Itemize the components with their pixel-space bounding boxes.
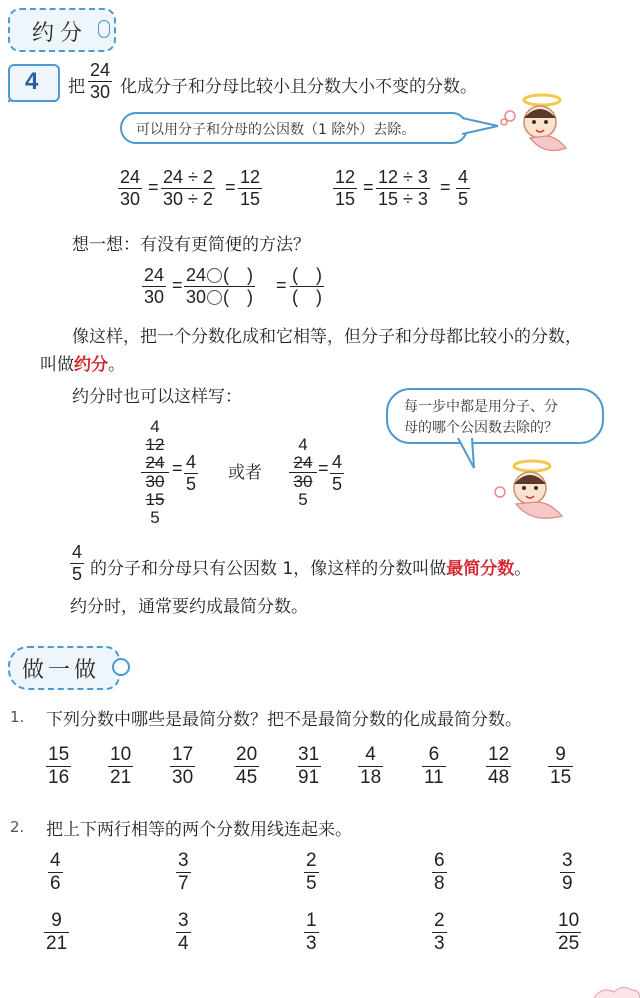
fraction-numerator: 12 ÷ 3 <box>378 167 428 187</box>
hint-bubble-top <box>120 112 468 144</box>
definition-suffix: 。 <box>108 355 125 375</box>
fraction-denominator: 5 <box>186 474 197 494</box>
fraction-numerator: 31 <box>298 744 320 765</box>
example-fraction <box>88 60 112 103</box>
stack-bottom-2: 5 <box>150 508 160 527</box>
q2-bottom-fraction-5 <box>556 910 581 955</box>
simplest-text: 的分子和分母只有公因数 1，像这样的分数叫做 <box>90 559 447 579</box>
fraction-denominator: 45 <box>236 767 258 788</box>
operator-blank-circle <box>207 290 222 305</box>
simplest-fraction <box>70 542 84 585</box>
equals-sign: = <box>318 458 329 478</box>
fraction-numerator: 1 <box>306 910 317 931</box>
q1-text: 下列分数中哪些是最简分数？把不是最简分数的化成最简分数。 <box>46 710 522 730</box>
fraction-denominator: 15 ÷ 3 <box>378 189 428 209</box>
operator-blank-circle <box>207 268 222 283</box>
fraction-numerator: 24 <box>90 60 111 80</box>
denominator-value: 30 <box>186 287 207 307</box>
fraction-denominator: 48 <box>488 767 510 788</box>
stack-bottom-1: 5 <box>298 490 308 509</box>
fraction-denominator: 11 <box>424 767 444 788</box>
fraction-denominator: 8 <box>434 873 445 894</box>
fraction-numerator: 3 <box>562 850 573 871</box>
fraction-denominator: 3 <box>434 933 445 954</box>
eq3-frac-2 <box>184 265 255 308</box>
fraction-denominator: 18 <box>360 767 382 788</box>
definition-prefix: 叫做 <box>40 355 74 375</box>
fraction-denominator: 5 <box>306 873 317 894</box>
q2-number: 2. <box>10 818 25 836</box>
fraction-numerator <box>184 265 255 286</box>
fraction-numerator: 6 <box>428 744 440 765</box>
fraction-numerator: 4 <box>186 452 197 472</box>
fraction-numerator: 12 <box>488 744 510 765</box>
stack1-result <box>184 452 198 495</box>
fraction-denominator: 30 <box>172 767 194 788</box>
stack-top-1: 4 <box>298 435 308 454</box>
think-prompt: 想一想：有没有更简便的方法？ <box>72 235 310 255</box>
fraction-numerator: 20 <box>236 744 258 765</box>
scroll-curl-icon <box>98 20 110 38</box>
q2-top-fraction-2 <box>176 850 191 895</box>
stack-denominator: 30 <box>293 472 313 491</box>
fraction-denominator: 5 <box>332 474 343 494</box>
section-title: 约分 <box>32 21 89 46</box>
q2-bottom-fraction-3 <box>304 910 319 955</box>
fraction-numerator: 4 <box>332 452 343 472</box>
cartoon-angel-illustration-2 <box>486 456 576 526</box>
eq1-frac-1 <box>118 167 142 210</box>
fraction-denominator: 30 <box>120 189 141 209</box>
practice-title-tag <box>8 646 120 690</box>
q1-fraction-5 <box>296 744 321 789</box>
fraction-numerator: 4 <box>458 167 469 187</box>
bubble-question-line-1: 每一步中都是用分子、分 <box>404 399 558 415</box>
fraction-numerator: 9 <box>51 910 62 931</box>
definition-line-2 <box>40 350 125 375</box>
q2-text: 把上下两行相等的两个分数用线连起来。 <box>46 820 352 840</box>
bubble-question-line-2: 母的哪个公因数去除的？ <box>404 420 558 436</box>
example-suffix: 化成分子和分母比较小且分数大小不变的分数。 <box>120 77 477 97</box>
fraction-denominator: 30 <box>90 82 111 102</box>
fraction-numerator: 17 <box>172 744 194 765</box>
fraction-numerator: 3 <box>178 850 189 871</box>
fraction-numerator: 24 <box>120 167 141 187</box>
example-box-underline <box>8 100 56 102</box>
definition-line-1: 像这样，把一个分数化成和它相等，但分子和分母都比较小的分数， <box>72 327 582 347</box>
fraction-denominator: 16 <box>48 767 70 788</box>
fraction-numerator: 4 <box>72 542 83 562</box>
fraction-denominator: 3 <box>306 933 317 954</box>
blank-parentheses: ( ) <box>223 287 254 307</box>
q1-fraction-9 <box>548 744 573 789</box>
equals-sign: = <box>172 275 183 295</box>
fraction-denominator: 4 <box>178 933 189 954</box>
stack-top-1: 4 <box>150 417 160 436</box>
fraction-denominator: 5 <box>72 564 83 584</box>
stack2-result <box>330 452 344 495</box>
example-number-box <box>8 64 60 102</box>
stack-numerator: 24 <box>145 453 165 472</box>
tag-curl-icon <box>112 658 130 676</box>
fraction-numerator: 10 <box>558 910 580 931</box>
fraction-denominator: 21 <box>110 767 132 788</box>
equals-sign: = <box>172 458 183 478</box>
fraction-denominator: 5 <box>458 189 469 209</box>
q1-fraction-4 <box>234 744 259 789</box>
equals-sign: = <box>225 177 236 197</box>
simplest-end: 。 <box>514 559 532 579</box>
q2-top-fraction-3 <box>304 850 319 895</box>
usually-text: 约分时，通常要约成最简分数。 <box>70 597 308 617</box>
hint-text-top: 可以用分子和分母的公因数（1 除外）去除。 <box>136 122 416 138</box>
term-simplest-fraction: 最简分数 <box>446 559 515 579</box>
fraction-denominator: 25 <box>558 933 580 954</box>
example-number: 4 <box>25 68 39 95</box>
cartoon-angel-illustration <box>500 90 584 160</box>
q1-fraction-8 <box>486 744 511 789</box>
fraction-denominator: 7 <box>178 873 189 894</box>
term-yuefen: 约分 <box>74 355 108 375</box>
fraction-denominator: 9 <box>562 873 573 894</box>
fraction-numerator: 2 <box>434 910 445 931</box>
fraction-numerator: 24 ÷ 2 <box>163 167 213 187</box>
eq3-frac-3 <box>290 265 324 308</box>
equals-sign: = <box>440 177 451 197</box>
fraction-denominator: 6 <box>50 873 61 894</box>
fraction-numerator: 3 <box>178 910 189 931</box>
q2-top-fraction-4 <box>432 850 447 895</box>
example-prefix: 把 <box>68 77 85 97</box>
fraction-denominator: 91 <box>298 767 320 788</box>
fraction-numerator: 4 <box>365 744 376 765</box>
hint-bubble-question <box>386 388 604 444</box>
equals-sign: = <box>148 177 159 197</box>
fraction-numerator: 9 <box>555 744 566 765</box>
fraction-numerator: 12 <box>240 167 261 187</box>
fraction-denominator: 30 ÷ 2 <box>163 189 213 209</box>
fraction-denominator: 15 <box>550 767 572 788</box>
fraction-numerator: 2 <box>306 850 317 871</box>
fraction-denominator: ( ) <box>292 287 322 307</box>
q2-top-fraction-1 <box>48 850 63 895</box>
q1-fraction-6 <box>358 744 383 789</box>
eq2-frac-3 <box>456 167 470 210</box>
fraction-numerator: 12 <box>335 167 356 187</box>
cancel-stack-1 <box>138 418 172 527</box>
fraction-numerator: 24 <box>144 265 165 285</box>
eq3-frac-1 <box>142 265 166 308</box>
equals-sign: = <box>276 275 287 295</box>
stack-denominator: 30 <box>145 472 165 491</box>
alt-intro: 约分时也可以这样写： <box>72 387 242 407</box>
fraction-denominator: 15 <box>240 189 261 209</box>
q1-number: 1. <box>10 708 25 726</box>
stack-top-2: 12 <box>145 435 165 454</box>
fraction-numerator: 6 <box>434 850 445 871</box>
q2-bottom-fraction-2 <box>176 910 191 955</box>
fraction-denominator: 30 <box>144 287 165 307</box>
eq1-frac-2 <box>161 167 215 210</box>
numerator-value: 24 <box>186 265 207 285</box>
q1-fraction-7 <box>422 744 446 789</box>
practice-title: 做一做 <box>22 658 101 683</box>
or-text: 或者 <box>228 463 262 483</box>
q1-fraction-3 <box>170 744 195 789</box>
blank-parentheses: ( ) <box>223 265 254 285</box>
eq2-frac-2 <box>376 167 430 210</box>
fraction-numerator: ( ) <box>292 265 322 285</box>
equals-sign: = <box>363 177 374 197</box>
eq1-frac-3 <box>238 167 262 210</box>
fraction-numerator: 15 <box>48 744 70 765</box>
q2-bottom-fraction-1 <box>44 910 69 955</box>
simplest-definition <box>90 554 531 579</box>
cancel-stack-2 <box>286 436 320 509</box>
fraction-numerator: 4 <box>50 850 61 871</box>
stack-numerator: 24 <box>293 453 313 472</box>
fraction-denominator: 21 <box>46 933 68 954</box>
section-title-tag <box>8 8 116 52</box>
cloud-decoration <box>592 984 640 998</box>
q1-fraction-2 <box>108 744 133 789</box>
q1-fraction-1 <box>46 744 71 789</box>
fraction-denominator <box>184 287 255 308</box>
eq2-frac-1 <box>333 167 357 210</box>
q2-top-fraction-5 <box>560 850 575 895</box>
q2-bottom-fraction-4 <box>432 910 447 955</box>
fraction-denominator: 15 <box>335 189 356 209</box>
stack-bottom-1: 15 <box>145 490 165 509</box>
bubble-tail-top <box>462 116 502 136</box>
bubble-tail-question <box>452 438 482 472</box>
fraction-numerator: 10 <box>110 744 132 765</box>
